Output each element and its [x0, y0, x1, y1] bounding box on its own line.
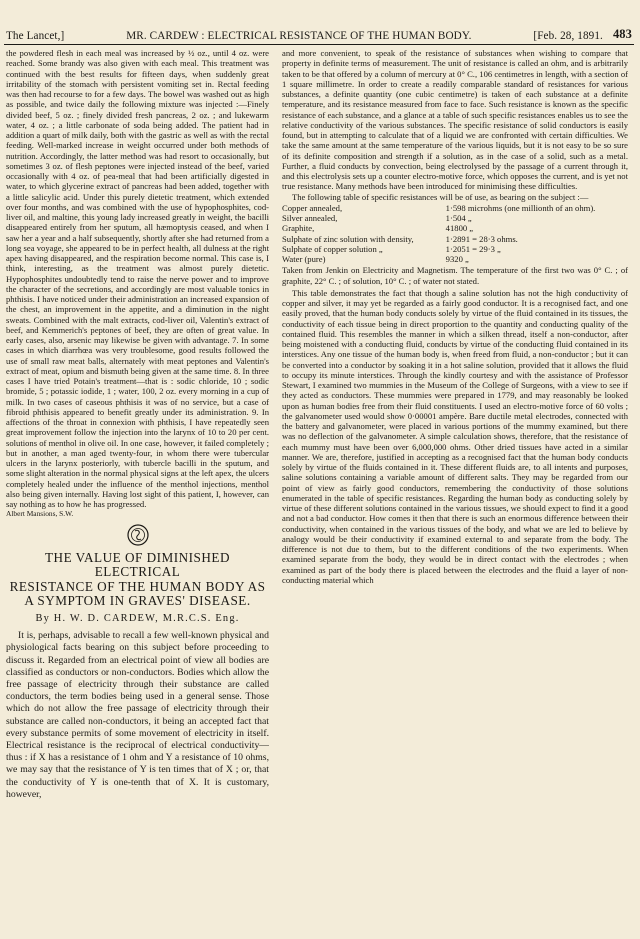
table-row	[282, 254, 628, 264]
case-report-paragraph: the powdered flesh in each meal was increased by ½ oz., until 4 oz. were reached. Some brandy was also given with each meal. This treatment was continued with the best results for fifteen days, when suddenly great irritability of the stomach with persistent vomiting set in. Rectal feeding was then had recourse to for a few days. The bowel was washed out as high as possible, and twice daily the following mixture was injected :—Finely divided beef, 5 oz. ; finely divided fresh pancreas, 2 oz. ; and lukewarm water, 4 oz. ; a little carbonate of soda being added. The patient had in addition a quart of milk daily, both with the gastric as well as with the rectal feeding. Well-marked increase in weight occurred under both methods of nutrition. Accordingly, the latter method was had resort to occasionally, but sometimes 3 oz. of flesh peptones were injected instead of the beef, varied occasionally with 4 oz. of pea-meal that had been artificially digested in water, to which glycerine extract of pancreas had been added, together with a little salicylic acid. Under this purely dietetic treatment, which extended over four months, and was combined with the use of hypophosphites, cod-liver oil, and maltine, this young lady increased greatly in weight, the bacilli disappeared entirely from her sputum, all hæmoptysis ceased, and when I saw her a year and a half subsequently, shortly after she had returned from a long sea voyage, she appeared to be in perfect health, all dulness at the right apex having disappeared, and the respiration become normal. This case is, I think, interesting, as the treatment was almost purely dietetic. Hypophosphites undoubtedly tend to raise the nerve power and to improve the character of the secretions, and accordingly are most valuable tonics in phthisis. I have noticed under their administration an increased expansion of the chest, an improvement in the appetite, and a diminution in the night sweats. Combined with the malt extracts, cod-liver oil, Valentin's extract of beef, and Kemmerich's peptones of beef, they are often of great value. In early cases, also, arsenic may likewise be given with advantage. 7. In some cases in which diarrhœa was very troublesome, good results followed the use of small raw meat balls, alternately with meat peptones and Valentin's extract of meat, opium and bismuth being given at the same time. 8. In three cases I have tried Potain's treatment—that is : sodic chloride, 10 ; sodic bromide, 5 ; potassic iodide, 1 ; water, 100, 2 oz. every morning in a cup of milk. In two cases of caseous phthisis it was of no service, but a case of fibroid phthisis appeared to benefit greatly under its administration. 9. In affections of the throat in connexion with phthisis, I have repeatedly seen great improvement follow the injection into the larynx of 10 to 20 per cent. solutions of menthol in olive oil. In one case, however, it failed completely ; but in another, a man aged twenty-four, in whom there were tubercular ulcers in the larynx posteriorly, with tubercle bacilli in the sputum, and some slight alteration in the normal physical signs at the left apex, the ulcers completely healed under the influence of the menthol injections, menthol also being given internally. Having lost sight of this patient, I, however, can say nothing as to how he has progressed.	[6, 48, 269, 509]
author-address: Albert Mansions, S.W.	[6, 509, 74, 519]
article-intro-paragraph: It is, perhaps, advisable to recall a few well-known physical and physiological facts bearing on this subject before proceeding to discuss it. Regarded from an electrical point of view all bodies are classified as conductors or non-conductors. Bodies which allow the free passage of electricity through their substance are called conductors, the term bodies being used in a general sense. Those which do not allow the free passage of electricity through their substance are called non-conductors, it being an accepted fact that every substance permits of some movement of electricity in itself. Electrical resistance is the reciprocal of electrical conductivity—thus : if X has a resistance of 1 ohm and Y a resistance of 10 ohms, we may say that the resistance of Y is ten times that of X ; or, that the conductivity of Y is one-tenth that of X. It is customary, however,	[6, 630, 269, 800]
article-title	[6, 551, 269, 609]
running-title: MR. CARDEW : ELECTRICAL RESISTANCE OF THE HUMAN BODY.	[126, 30, 472, 42]
article-body	[6, 630, 269, 801]
table-cell-value: 1·598 microhms (one millionth of an ohm).	[445, 202, 596, 213]
table-intro: The following table of specific resistances will be of use, as bearing on the subject :—	[292, 191, 589, 202]
right-column	[282, 48, 628, 928]
table-cell-substance: Silver annealed,	[282, 213, 338, 223]
article-title-line: A SYMPTOM IN GRAVES' DISEASE.	[24, 593, 251, 609]
article-paragraph: and more convenient, to speak of the resistance of substances when wishing to compare that property in definite terms of measurement. The unit of resistance is called an ohm, and is arbitrarily taken to be that offered by a column of mercury at 0° C., 106 centimetres in length, with a section of 1 square millimetre. In order to create a readily comparable standard of resistances for various substances, a definite quantity (one cubic centimetre) is taken of each substance at a definite temperature, and its resistance measured from face to face. Such resistance is known as the specific resistance of each substance, and a glance at a table of such specific resistances enables us to see the relative conductivity of the various substances. The specific resistance of solid conductors is easily found, but in attempting to calculate that of a liquid we are confronted with certain difficulties. We take the same amount at the same temperature of the various liquids, but it is not easy to be so sure of its definite composition and strength if a solution, as in the case of a solid, such as a metal. Further, a fluid conducts by convection, being electrolysed by the passage of a current through it, and this electrolysis sets up a counter electro-motive force, which opposes the current, and is yet not true resistance. Many methods have been introduced for minimising these difficulties.	[282, 48, 628, 192]
article-title-line: THE VALUE OF DIMINISHED ELECTRICAL	[44, 549, 230, 580]
table-cell-value: 1·2891 = 28·3 ohms.	[445, 233, 518, 244]
table-row	[282, 244, 628, 254]
table-cell-substance: Sulphate of zinc solution with density,	[282, 233, 414, 244]
header-rule	[4, 44, 634, 45]
ornament-icon	[6, 523, 269, 547]
issue-date: [Feb. 28, 1891.	[533, 30, 603, 42]
table-cell-substance: Water (pure)	[282, 254, 326, 264]
table-row	[282, 234, 628, 244]
left-column	[6, 48, 269, 928]
specific-resistance-table	[282, 203, 628, 265]
table-cell-value: 41800 „	[445, 223, 474, 234]
table-row	[282, 203, 628, 213]
table-cell-substance: Copper annealed,	[282, 202, 343, 213]
table-cell-value: 9320 „	[445, 254, 469, 264]
journal-name: The Lancet,]	[6, 30, 65, 42]
running-header	[6, 26, 632, 42]
article-title-line: RESISTANCE OF THE HUMAN BODY AS	[9, 578, 266, 594]
table-cell-substance: Graphite,	[282, 223, 315, 234]
table-row	[282, 223, 628, 233]
article-byline: By H. W. D. CARDEW, M.R.C.S. Eng.	[35, 612, 240, 624]
table-cell-value: 1·2051 = 29·3 „	[445, 243, 501, 254]
table-cell-substance: Sulphate of copper solution „	[282, 243, 383, 254]
table-row	[282, 213, 628, 223]
page-number: 483	[612, 27, 632, 41]
table-cell-value: 1·504 „	[445, 213, 472, 223]
table-source-note: Taken from Jenkin on Electricity and Magnetism. The temperature of the first two was 0° C. ; of graphite, 22° C. ; of solution, 10° C. ; of water not stated.	[282, 265, 628, 286]
article-paragraph: This table demonstrates the fact that though a saline solution has not the high conductivity of copper and silver, it may yet be regarded as a fairly good conductor. It is a recognised fact, and one easily proved, that the human body conducts solely by virtue of the fluid contained in its tissues, the conductivity of each tissue being in direct proportion to the quantity and conducting quality of the contained fluid. This resembles the manner in which a silken thread, itself a non-conductor, after being moistened with a conducting fluid, conducts by virtue of the conducting fluid contained in its interstices. Any one tissue of the human body is, when freed from fluid, a non-conductor ; but it can be converted into a conductor by soaking it in a hot saline solution, provided that it allows the fluid to occupy its minute interstices. Through the kindly courtesy and with the assistance of Professor Stewart, I examined two mummies in the Museum of the College of Surgeons, with a view to see if they acted as conductors. These mummies were prepared in 1779, and may reasonably be looked upon as human bodies free from their fluid constituents. I used an electro-motive force of 60 volts ; the galvanometer used would show 0·00001 ampère. Bare ductile metal electrodes, connected with the battery and galvanometer, were placed in various portions of the mummy examined, but there was no deflection of the galvanometer. A simple calculation shows, therefore, that the resistance of each mummy must have been over 6,000,000 ohms. Other dried tissues have acted in a similar manner. We are, therefore, justified in accepting as a recognised fact that the human body conducts solely by virtue of the fluids contained in it. These different fluids are, to all intents and purposes, saline solutions containing a variable amount of different salts. They may be regarded from our point of view as fairly good conductors, remembering the conductivity of those solutions enumerated in the table of specific resistances. Regarding the human body as conducting solely by virtue of these different solutions contained in the various tissues, we should expect to find it a good and not a bad conductor. How comes it then that there is such an enormous difference between their conductivity, when contained in the various tissues of the body, and what we are led to believe by analogy would be their conductivity if examined external to and separate from the body. The difference is not due to them, but to the different conditions of the two experiments. When examined separate from the body, they would be in direct contact with the electrodes ; when examined as part of the body there is placed between the electrodes and the fluid a layer of non-conducting material which	[282, 287, 628, 585]
